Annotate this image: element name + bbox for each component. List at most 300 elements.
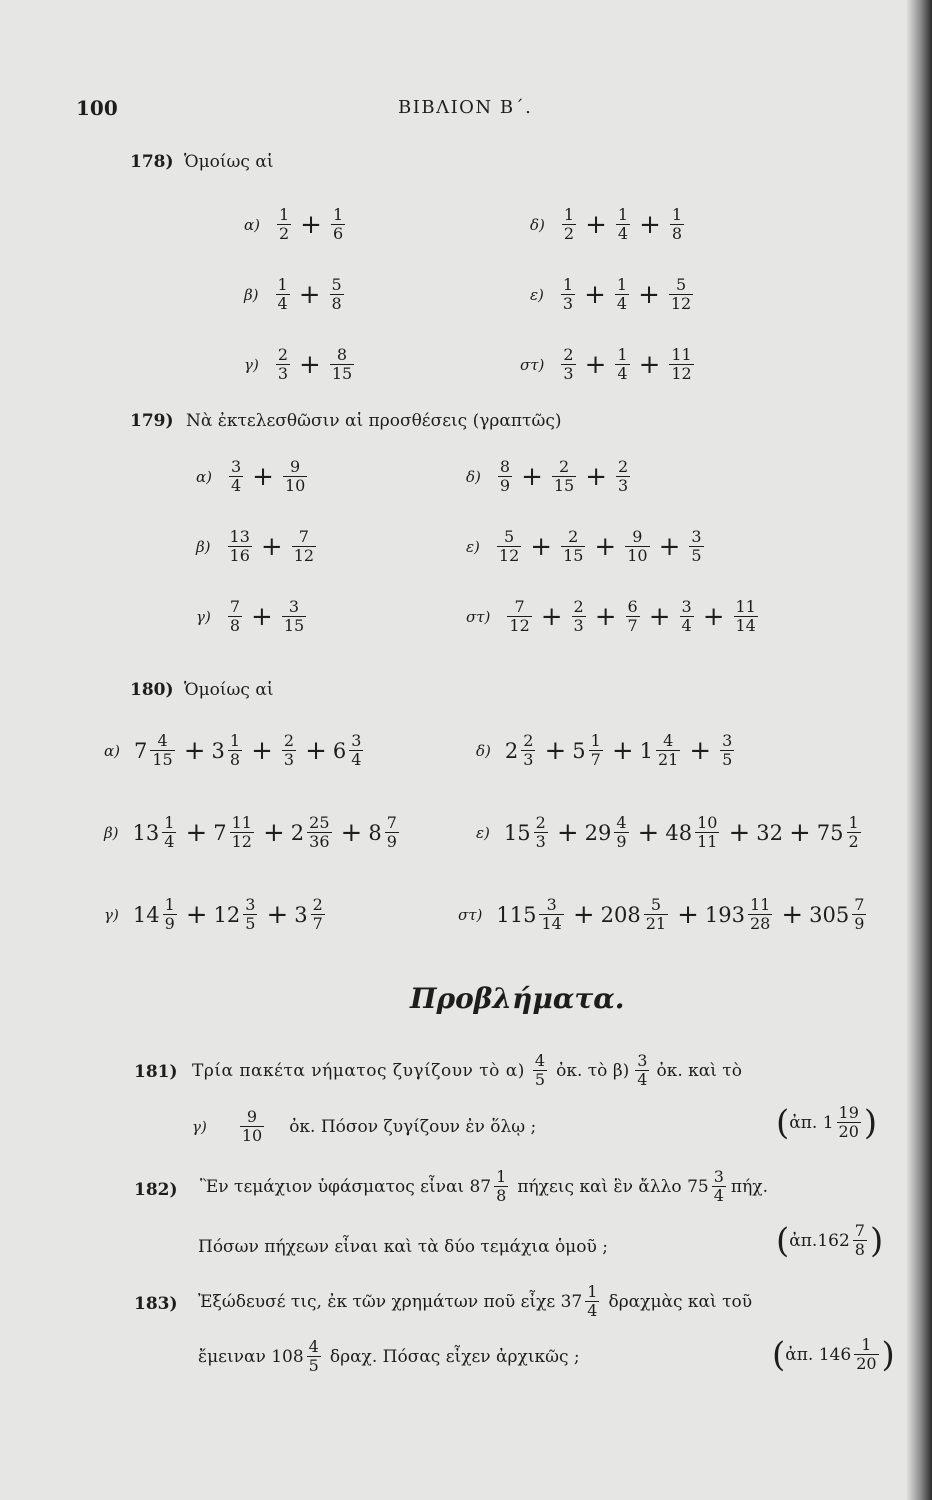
problem-182-answer <box>776 1222 883 1259</box>
whole-part: 29 <box>584 820 612 845</box>
denominator: 12 <box>498 546 520 565</box>
fraction <box>228 528 252 565</box>
numerator: 11 <box>735 597 756 616</box>
plus-sign: + <box>584 349 607 380</box>
problem-183-fraction-2 <box>307 1338 321 1375</box>
numerator: 7 <box>514 597 525 616</box>
numerator: 8 <box>499 457 511 476</box>
whole-part: 14 <box>132 902 160 927</box>
numerator: 1 <box>861 1335 872 1354</box>
denominator: 8 <box>671 224 683 243</box>
item-label: δ) <box>530 215 545 234</box>
fraction <box>561 346 575 383</box>
plus-sign: + <box>638 279 660 310</box>
numerator: 3 <box>681 597 692 616</box>
denominator: 15 <box>331 364 353 383</box>
denominator: 12 <box>670 294 692 313</box>
numerator: 5 <box>331 275 342 294</box>
plus-sign: + <box>252 461 274 492</box>
whole-part: 75 <box>816 820 844 845</box>
scan-binding-shadow <box>906 0 932 1500</box>
numerator: 7 <box>854 895 865 914</box>
denominator: 10 <box>627 546 648 565</box>
numerator: 7 <box>298 527 309 546</box>
denominator: 14 <box>541 914 562 933</box>
exercise-title-178: Ὁμοίως αἱ <box>184 152 274 172</box>
fraction <box>552 458 576 495</box>
whole-part: 32 <box>756 820 783 845</box>
denominator: 14 <box>735 616 756 635</box>
numerator: 11 <box>231 813 252 832</box>
fraction <box>162 814 176 851</box>
numerator: 3 <box>288 597 300 616</box>
numerator: 1 <box>164 813 175 832</box>
fraction <box>330 346 354 383</box>
plus-sign: + <box>556 817 579 848</box>
problem-181-answer <box>776 1104 877 1141</box>
problem-181-fraction-3 <box>240 1108 264 1145</box>
expression-180-a <box>104 732 366 769</box>
problem-181-line-2 <box>192 1108 536 1145</box>
denominator: 2 <box>848 832 859 851</box>
fraction <box>669 346 693 383</box>
numerator: 1 <box>617 205 629 224</box>
denominator: 4 <box>230 476 242 495</box>
fraction <box>616 458 630 495</box>
plus-sign: + <box>677 899 699 930</box>
denominator: 3 <box>618 476 629 495</box>
problem-183-text-d: δραχ. Πόσας εἶχεν ἀρχικῶς ; <box>329 1346 580 1367</box>
plus-sign: + <box>260 531 283 562</box>
plus-sign: + <box>638 349 661 380</box>
denominator: 8 <box>331 294 342 313</box>
fraction <box>282 598 306 635</box>
numerator: 1 <box>563 205 575 224</box>
open-paren: ( <box>772 1334 786 1375</box>
problem-181-fraction-2 <box>635 1052 649 1089</box>
plus-sign: + <box>728 817 751 848</box>
fraction <box>847 814 861 851</box>
item-label: β) <box>196 537 211 556</box>
plus-sign: + <box>299 349 321 380</box>
expression-179-a <box>196 458 310 495</box>
answer-fraction <box>854 1336 878 1373</box>
plus-sign: + <box>584 279 606 310</box>
numerator: 7 <box>386 813 397 832</box>
fraction <box>283 458 307 495</box>
numerator: 2 <box>312 895 323 914</box>
page-number: 100 <box>76 96 118 120</box>
denominator: 36 <box>309 832 330 851</box>
problem-182-text-c: πήχ. <box>730 1176 768 1197</box>
expression-179-e <box>466 528 707 565</box>
item-label: δ) <box>466 467 481 486</box>
problem-183-answer <box>772 1336 895 1373</box>
expression-180-d <box>476 732 737 769</box>
plus-sign: + <box>540 601 563 632</box>
numerator: 13 <box>229 527 250 546</box>
denominator: 11 <box>697 832 718 851</box>
expression-178-c <box>244 346 357 383</box>
fraction <box>497 528 521 565</box>
plus-sign: + <box>530 531 553 562</box>
problem-182-fraction-2 <box>712 1168 726 1205</box>
fraction <box>626 598 640 635</box>
plus-sign: + <box>585 461 608 492</box>
denominator: 3 <box>523 750 534 769</box>
denominator: 3 <box>283 750 295 769</box>
item-label: β) <box>104 823 119 842</box>
exercise-number-178: 178) <box>130 152 174 172</box>
problem-number-183: 183) <box>134 1294 178 1314</box>
denominator: 9 <box>854 914 865 933</box>
denominator: 20 <box>838 1122 859 1141</box>
denominator: 3 <box>563 364 574 383</box>
answer-prefix: ἀπ.162 <box>789 1230 850 1251</box>
denominator: 9 <box>616 832 627 851</box>
fraction <box>625 528 649 565</box>
item-label: α) <box>196 467 212 486</box>
fraction <box>589 732 603 769</box>
numerator: 10 <box>697 813 718 832</box>
expression-179-d <box>466 458 633 495</box>
whole-part: 12 <box>213 902 241 927</box>
expression-178-e <box>530 276 696 313</box>
close-paren: ) <box>869 1220 884 1261</box>
whole-part: 3 <box>294 902 308 927</box>
denominator: 8 <box>229 750 241 769</box>
numerator: 11 <box>671 345 692 364</box>
numerator: 3 <box>245 895 256 914</box>
denominator: 5 <box>722 750 733 769</box>
expression-178-a <box>244 206 348 243</box>
numerator: 7 <box>854 1221 865 1240</box>
whole-part: 48 <box>665 820 693 845</box>
denominator: 12 <box>231 832 252 851</box>
plus-sign: + <box>788 817 811 848</box>
plus-sign: + <box>658 531 681 562</box>
expression-179-b <box>196 528 319 565</box>
denominator: 15 <box>563 546 584 565</box>
numerator: 5 <box>650 895 661 914</box>
fraction <box>720 732 734 769</box>
numerator: 2 <box>573 597 584 616</box>
numerator: 1 <box>229 731 241 750</box>
close-paren: ) <box>863 1102 878 1143</box>
fraction <box>561 276 575 313</box>
plus-sign: + <box>183 735 206 766</box>
denominator: 3 <box>535 832 546 851</box>
numerator: 3 <box>546 895 557 914</box>
item-label: δ) <box>476 741 491 760</box>
denominator: 4 <box>587 1301 598 1320</box>
whole-part: 6 <box>332 738 347 763</box>
whole-part: 8 <box>368 820 382 845</box>
expression-180-c <box>104 896 328 933</box>
plus-sign: + <box>266 899 289 930</box>
fraction <box>229 458 243 495</box>
plus-sign: + <box>611 735 634 766</box>
fraction <box>277 206 291 243</box>
denominator: 12 <box>509 616 530 635</box>
numerator: 1 <box>562 275 574 294</box>
whole-part: 2 <box>290 820 305 845</box>
plus-sign: + <box>572 899 595 930</box>
plus-sign: + <box>340 817 363 848</box>
whole-part: 193 <box>704 902 745 927</box>
whole-part: 7 <box>133 738 148 763</box>
fraction <box>695 814 719 851</box>
denominator: 4 <box>713 1186 724 1205</box>
open-paren: ( <box>776 1220 790 1261</box>
plus-sign: + <box>185 817 208 848</box>
denominator: 10 <box>241 1126 263 1145</box>
denominator: 15 <box>553 476 575 495</box>
plus-sign: + <box>689 735 712 766</box>
plus-sign: + <box>544 735 567 766</box>
numerator: 1 <box>332 205 344 224</box>
fraction <box>680 598 694 635</box>
plus-sign: + <box>648 601 671 632</box>
fraction <box>311 896 325 933</box>
denominator: 4 <box>617 364 628 383</box>
item-label: ε) <box>476 823 490 842</box>
numerator: 3 <box>713 1167 724 1186</box>
denominator: 16 <box>229 546 250 565</box>
whole-part: 15 <box>503 820 531 845</box>
plus-sign: + <box>594 601 617 632</box>
fraction <box>228 598 242 635</box>
denominator: 4 <box>681 616 692 635</box>
denominator: 5 <box>691 546 702 565</box>
plus-sign: + <box>298 279 321 310</box>
plus-sign: + <box>594 531 617 562</box>
fraction <box>669 276 693 313</box>
problem-181-line-1 <box>192 1052 742 1089</box>
fraction <box>689 528 703 565</box>
denominator: 15 <box>283 616 305 635</box>
denominator: 12 <box>293 546 315 565</box>
fraction <box>349 732 363 769</box>
fraction <box>292 528 316 565</box>
denominator: 9 <box>386 832 397 851</box>
denominator: 3 <box>573 616 584 635</box>
item-label: α) <box>104 741 120 760</box>
fraction <box>539 896 563 933</box>
numerator: 2 <box>283 731 295 750</box>
fraction <box>615 276 629 313</box>
numerator: 2 <box>618 457 629 476</box>
expression-180-b <box>104 814 402 851</box>
plus-sign: + <box>781 899 804 930</box>
denominator: 4 <box>617 224 629 243</box>
fraction <box>498 458 512 495</box>
fraction <box>282 732 296 769</box>
numerator: 3 <box>637 1051 648 1070</box>
expression-178-d <box>530 206 687 243</box>
fraction <box>163 896 177 933</box>
item-label: στ) <box>458 905 483 924</box>
numerator: 9 <box>290 457 301 476</box>
whole-part: 305 <box>809 902 850 927</box>
plus-sign: + <box>185 899 208 930</box>
numerator: 4 <box>534 1051 546 1070</box>
numerator: 1 <box>496 1167 507 1186</box>
numerator: 1 <box>277 275 288 294</box>
numerator: 7 <box>229 597 241 616</box>
numerator: 4 <box>308 1337 319 1356</box>
problem-number-182: 182) <box>134 1180 178 1200</box>
plus-sign: + <box>639 209 661 240</box>
fraction <box>644 896 668 933</box>
expression-180-e <box>476 814 864 851</box>
problem-183-line-1 <box>198 1283 752 1320</box>
numerator: 3 <box>691 527 702 546</box>
numerator: 25 <box>309 813 330 832</box>
expression-178-st <box>520 346 697 383</box>
fraction <box>307 814 331 851</box>
fraction <box>616 206 630 243</box>
fraction <box>331 206 345 243</box>
denominator: 12 <box>671 364 692 383</box>
fraction <box>521 732 535 769</box>
problem-181-text-a: Τρία πακέτα νήματος ζυγίζουν τὸ α) <box>192 1060 525 1081</box>
problems-heading: Προβλήματα. <box>410 982 625 1015</box>
numerator: 1 <box>278 205 290 224</box>
item-label: γ) <box>196 607 211 626</box>
fraction <box>243 896 257 933</box>
problem-183-text-b: δραχμὰς καὶ τοῦ <box>608 1291 753 1312</box>
whole-part: 1 <box>639 738 653 763</box>
denominator: 5 <box>245 914 256 933</box>
numerator: 11 <box>749 895 771 914</box>
problem-183-text-c: ἔμειναν 108 <box>198 1346 304 1367</box>
numerator: 9 <box>632 527 643 546</box>
close-paren: ) <box>881 1334 895 1375</box>
numerator: 1 <box>617 345 628 364</box>
numerator: 3 <box>722 731 733 750</box>
denominator: 21 <box>645 914 667 933</box>
item-label: στ) <box>520 355 545 374</box>
numerator: 5 <box>675 275 687 294</box>
open-paren: ( <box>776 1102 790 1143</box>
fraction <box>150 732 174 769</box>
expression-178-b <box>244 276 347 313</box>
answer-prefix: ἀπ. 146 <box>785 1344 852 1365</box>
denominator: 4 <box>351 750 362 769</box>
numerator: 2 <box>558 457 570 476</box>
item-label: στ) <box>466 607 491 626</box>
numerator: 3 <box>230 457 242 476</box>
problem-181-gamma: γ) <box>192 1117 207 1136</box>
expression-179-c <box>196 598 309 635</box>
numerator: 19 <box>838 1103 859 1122</box>
denominator: 10 <box>284 476 306 495</box>
numerator: 5 <box>503 527 515 546</box>
problem-181-question: ὀκ. Πόσον ζυγίζουν ἐν ὅλῳ ; <box>289 1116 537 1137</box>
denominator: 20 <box>856 1354 877 1373</box>
item-label: γ) <box>104 905 119 924</box>
whole-part: 2 <box>504 738 519 763</box>
denominator: 5 <box>308 1356 319 1375</box>
exercise-title-180: Ὁμοίως αἱ <box>184 680 274 700</box>
problem-182-fraction-1 <box>494 1168 508 1205</box>
plus-sign: + <box>702 601 725 632</box>
fraction <box>734 598 758 635</box>
fraction <box>230 814 254 851</box>
numerator: 1 <box>587 1282 598 1301</box>
numerator: 2 <box>523 731 534 750</box>
plus-sign: + <box>305 735 327 766</box>
numerator: 6 <box>627 597 638 616</box>
plus-sign: + <box>585 209 607 240</box>
problem-number-181: 181) <box>134 1062 178 1082</box>
plus-sign: + <box>300 209 322 240</box>
problem-182-text-b: πήχεις καὶ ἓν ἄλλο 75 <box>517 1176 709 1197</box>
problem-183-text-a: Ἐξώδευσέ τις, ἐκ τῶν χρημάτων ποῦ εἶχε 37 <box>198 1291 583 1312</box>
numerator: 1 <box>164 895 175 914</box>
denominator: 6 <box>332 224 344 243</box>
plus-sign: + <box>521 461 543 492</box>
fraction <box>561 528 585 565</box>
denominator: 7 <box>590 750 601 769</box>
numerator: 9 <box>246 1107 258 1126</box>
problem-182-line-1 <box>200 1168 768 1205</box>
denominator: 9 <box>499 476 511 495</box>
numerator: 1 <box>616 275 628 294</box>
denominator: 4 <box>164 832 175 851</box>
running-head: ΒΙΒΛΙΟΝ Β΄. <box>398 97 533 118</box>
problem-182-question: Πόσων πήχεων εἶναι καὶ τὰ δύο τεμάχια ὁμοῦ ; <box>198 1237 608 1257</box>
problem-183-line-2 <box>198 1338 580 1375</box>
numerator: 2 <box>277 345 289 364</box>
denominator: 4 <box>637 1070 648 1089</box>
fraction <box>852 896 866 933</box>
numerator: 4 <box>663 731 674 750</box>
denominator: 15 <box>152 750 173 769</box>
plus-sign: + <box>251 601 273 632</box>
problem-181-fraction-1 <box>533 1052 547 1089</box>
denominator: 2 <box>563 224 575 243</box>
denominator: 8 <box>229 616 241 635</box>
expression-180-st <box>458 896 869 933</box>
whole-part: 7 <box>213 820 227 845</box>
fraction <box>572 598 586 635</box>
plus-sign: + <box>262 817 285 848</box>
answer-fraction <box>837 1104 861 1141</box>
denominator: 5 <box>534 1070 546 1089</box>
fraction <box>228 732 242 769</box>
problem-181-text-b: ὀκ. τὸ β) <box>556 1060 630 1081</box>
denominator: 7 <box>627 616 638 635</box>
whole-part: 115 <box>496 902 537 927</box>
problem-183-fraction-1 <box>585 1283 599 1320</box>
item-label: ε) <box>466 537 480 556</box>
problem-182-text-a: Ἓν τεμάχιον ὑφάσματος εἶναι 87 <box>200 1176 492 1197</box>
item-label: β) <box>244 285 259 304</box>
item-label: α) <box>244 215 260 234</box>
fraction <box>385 814 399 851</box>
numerator: 1 <box>590 731 601 750</box>
denominator: 9 <box>164 914 175 933</box>
numerator: 4 <box>157 731 168 750</box>
denominator: 3 <box>562 294 574 313</box>
denominator: 8 <box>496 1186 507 1205</box>
numerator: 3 <box>351 731 362 750</box>
exercise-number-180: 180) <box>130 680 174 700</box>
denominator: 7 <box>312 914 323 933</box>
fraction <box>614 814 628 851</box>
